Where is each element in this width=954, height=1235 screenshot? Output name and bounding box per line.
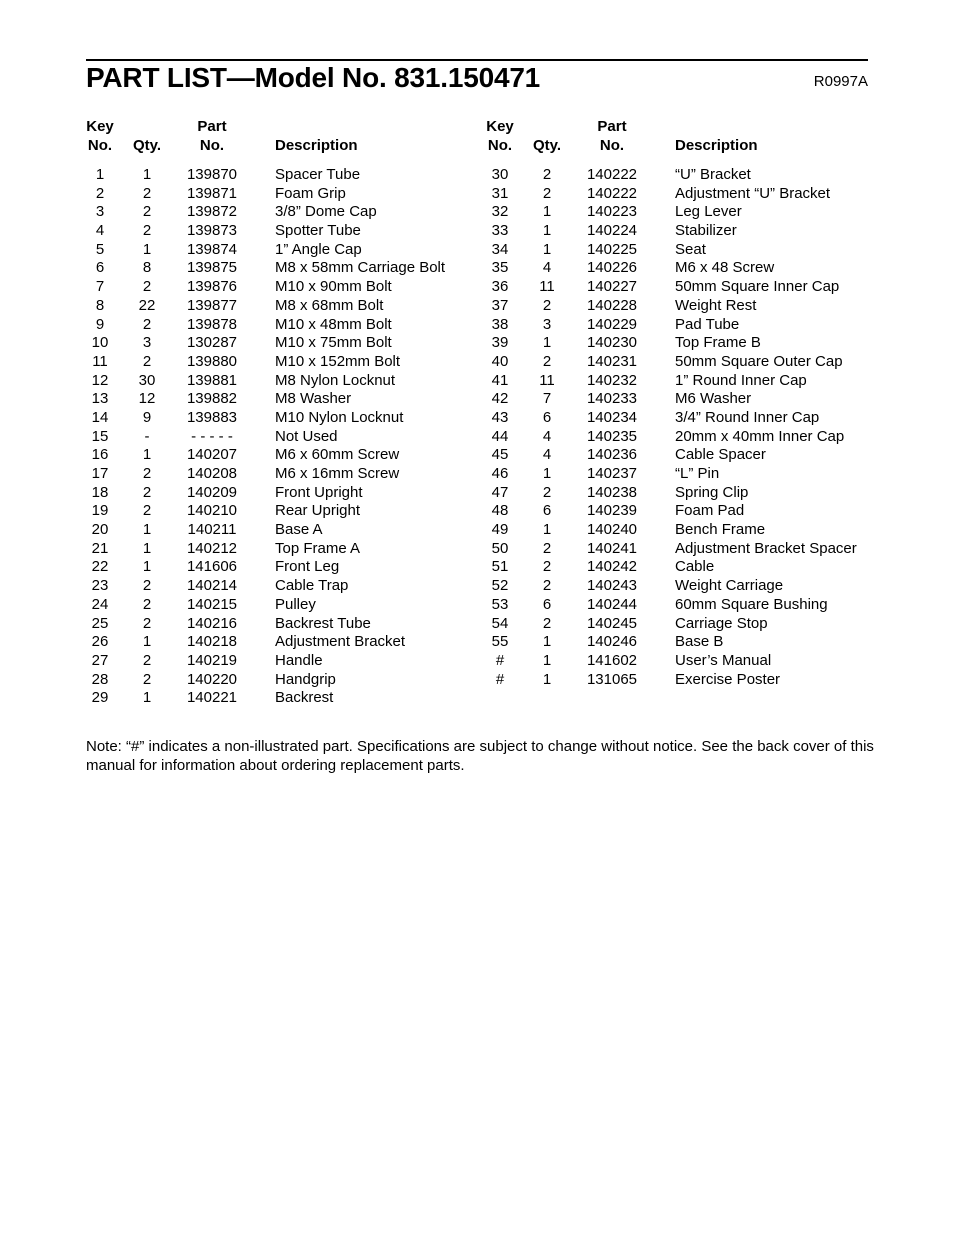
part-description: Backrest Tube (275, 614, 371, 632)
part-description: Front Leg (275, 558, 340, 576)
key-number: 41 (491, 371, 509, 389)
part-description: M10 Nylon Locknut (275, 408, 404, 426)
quantity: 7 (542, 390, 552, 408)
part-number: 140243 (586, 577, 638, 595)
part-description: Seat (675, 240, 706, 258)
key-number: 28 (91, 670, 109, 688)
part-description: 1” Round Inner Cap (675, 371, 807, 389)
key-number: 54 (491, 614, 509, 632)
quantity: 1 (142, 240, 152, 258)
key-number: 30 (491, 166, 509, 183)
key-number: 39 (491, 334, 509, 352)
part-number: 139878 (186, 315, 238, 333)
key-number: 55 (491, 633, 509, 651)
quantity: 2 (142, 670, 152, 688)
part-description: Top Frame A (275, 539, 361, 557)
key-number: 5 (95, 240, 105, 258)
header-description: Description (675, 137, 758, 154)
quantity: 2 (142, 502, 152, 520)
part-number: 139881 (186, 371, 238, 389)
part-number: 140238 (586, 483, 638, 501)
quantity: 1 (542, 203, 552, 221)
quantity: 6 (542, 408, 552, 426)
part-description: 60mm Square Bushing (675, 595, 828, 613)
key-number: 18 (91, 483, 109, 501)
quantity: 1 (142, 689, 152, 707)
key-number: 13 (91, 390, 109, 408)
quantity: 22 (138, 296, 156, 314)
part-description: Handle (275, 651, 323, 669)
quantity: 1 (142, 521, 152, 539)
part-description: M8 x 68mm Bolt (275, 296, 384, 314)
part-description: Cable Spacer (675, 446, 766, 464)
part-description: M8 Nylon Locknut (275, 371, 396, 389)
part-description: Base A (275, 521, 323, 539)
key-number: 36 (491, 278, 509, 296)
part-description: M6 x 48 Screw (675, 259, 775, 277)
part-number: 140212 (186, 539, 238, 557)
part-number: 140233 (586, 390, 638, 408)
key-number: 16 (91, 446, 109, 464)
quantity: 1 (542, 240, 552, 258)
footnote: Note: “#” indicates a non-illustrated part. Specifications are subject to change without notice. See the back cover of this manual for information about ordering replacement parts. (86, 738, 874, 774)
quantity: 1 (142, 446, 152, 464)
quantity: 2 (142, 577, 152, 595)
quantity: 1 (542, 334, 552, 352)
key-number: 47 (491, 483, 509, 501)
part-number: 140224 (586, 222, 638, 240)
header-part-line1: Part (197, 118, 227, 135)
part-number: 140223 (586, 203, 638, 221)
key-number: 29 (91, 689, 109, 707)
part-description: Bench Frame (675, 521, 766, 539)
part-number: 139873 (186, 222, 238, 240)
part-number: 140240 (586, 521, 638, 539)
part-number: 140241 (586, 539, 638, 557)
key-number: 15 (91, 427, 109, 445)
quantity: 6 (542, 502, 552, 520)
part-number: 140246 (586, 633, 638, 651)
key-number: 8 (95, 296, 105, 314)
quantity: 4 (542, 446, 552, 464)
part-description: 3/8” Dome Cap (275, 203, 377, 221)
part-number: 139876 (186, 278, 238, 296)
header-description: Description (275, 137, 358, 154)
quantity: 1 (142, 558, 152, 576)
part-number: 140228 (586, 296, 638, 314)
key-number: 11 (92, 352, 108, 370)
quantity: 2 (142, 315, 152, 333)
part-number: 140227 (586, 278, 638, 296)
quantity: 2 (542, 614, 552, 632)
part-description: Leg Lever (675, 203, 742, 221)
quantity: 4 (542, 259, 552, 277)
key-number: 34 (491, 240, 509, 258)
quantity: 30 (138, 371, 156, 389)
key-number: 49 (491, 521, 509, 539)
key-number: 19 (91, 502, 109, 520)
key-number: 45 (491, 446, 509, 464)
part-description: Rear Upright (275, 502, 361, 520)
quantity: 1 (142, 539, 152, 557)
quantity: 1 (142, 166, 152, 183)
key-number: 6 (95, 259, 105, 277)
key-number: 43 (491, 408, 509, 426)
part-number: 140220 (186, 670, 238, 688)
key-number: 35 (491, 259, 509, 277)
part-description: Stabilizer (675, 222, 737, 240)
quantity: 1 (542, 651, 552, 669)
quantity: 4 (542, 427, 552, 445)
key-number: 50 (491, 539, 509, 557)
part-description: Foam Grip (275, 184, 346, 202)
key-number: 27 (91, 651, 109, 669)
part-description: M6 x 16mm Screw (275, 465, 400, 482)
part-number: 139883 (186, 408, 238, 426)
quantity: 1 (542, 521, 552, 539)
part-number: 141602 (586, 651, 638, 669)
part-number: 141606 (186, 558, 238, 576)
part-description: Exercise Poster (675, 670, 781, 688)
key-number: 26 (91, 633, 109, 651)
part-number: 139870 (186, 166, 238, 183)
key-number: 48 (491, 502, 509, 520)
part-number: 139874 (186, 240, 238, 258)
part-description: Pulley (275, 595, 316, 613)
part-description: M10 x 75mm Bolt (275, 334, 392, 352)
quantity: 1 (542, 633, 552, 651)
part-description: Handgrip (275, 670, 336, 688)
key-number: 44 (491, 427, 509, 445)
part-description: Front Upright (275, 483, 363, 501)
part-description: Carriage Stop (675, 614, 768, 632)
part-description: Backrest (275, 689, 334, 707)
part-description: Adjustment Bracket Spacer (675, 539, 857, 557)
key-number: 20 (91, 521, 109, 539)
part-number: 140210 (186, 502, 238, 520)
header-part-line1: Part (597, 118, 627, 135)
part-number: 140236 (586, 446, 638, 464)
quantity: 2 (542, 166, 552, 183)
part-number: 140229 (586, 315, 638, 333)
part-description: User’s Manual (675, 651, 772, 669)
header-key-line1: Key (486, 118, 514, 135)
part-number: 140237 (586, 465, 638, 482)
quantity: 2 (542, 577, 552, 595)
part-number: 140218 (186, 633, 238, 651)
key-number: 4 (95, 222, 105, 240)
key-number: # (495, 651, 505, 669)
part-description: Adjustment Bracket (275, 633, 406, 651)
key-number: 25 (91, 614, 109, 632)
page-title: PART LIST—Model No. 831.150471 (86, 62, 541, 93)
quantity: - (144, 427, 150, 445)
quantity: 2 (142, 184, 152, 202)
part-number: 140216 (186, 614, 238, 632)
quantity: 2 (142, 222, 152, 240)
quantity: 2 (542, 539, 552, 557)
part-number: 131065 (586, 670, 638, 688)
quantity: 1 (542, 465, 552, 482)
key-number: 21 (91, 539, 109, 557)
key-number: 17 (91, 465, 109, 482)
quantity: 12 (138, 390, 156, 408)
part-number: - - - - - (191, 427, 233, 445)
part-number: 140221 (186, 689, 238, 707)
key-number: 46 (491, 465, 509, 482)
quantity: 2 (142, 651, 152, 669)
part-number: 140244 (586, 595, 638, 613)
key-number: 1 (95, 166, 105, 183)
part-number: 139872 (186, 203, 238, 221)
part-description: Not Used (275, 427, 338, 445)
key-number: 24 (91, 595, 109, 613)
quantity: 2 (542, 558, 552, 576)
part-number: 139882 (186, 390, 238, 408)
part-description: M10 x 152mm Bolt (275, 352, 401, 370)
key-number: 12 (91, 371, 109, 389)
part-description: Spacer Tube (275, 166, 361, 183)
quantity: 8 (142, 259, 152, 277)
part-number: 140222 (586, 166, 638, 183)
part-description: “U” Bracket (675, 166, 751, 183)
part-number: 140242 (586, 558, 638, 576)
part-number: 139871 (186, 184, 238, 202)
part-number: 140232 (586, 371, 638, 389)
part-number: 140208 (186, 465, 238, 482)
part-description: 50mm Square Inner Cap (675, 278, 840, 296)
header-key-line1: Key (86, 118, 114, 135)
key-number: 37 (491, 296, 509, 314)
header-qty: Qty. (533, 137, 562, 154)
header-part-line2: No. (199, 137, 225, 154)
key-number: 10 (91, 334, 109, 352)
quantity: 6 (542, 595, 552, 613)
document-code: R0997A (813, 73, 868, 90)
key-number: 9 (95, 315, 105, 333)
header-qty: Qty. (133, 137, 162, 154)
quantity: 2 (142, 483, 152, 501)
quantity: 2 (142, 352, 152, 370)
quantity: 3 (542, 315, 552, 333)
part-number: 140245 (586, 614, 638, 632)
part-number: 140234 (586, 408, 638, 426)
quantity: 2 (142, 278, 152, 296)
part-description: M10 x 90mm Bolt (275, 278, 392, 296)
quantity: 1 (142, 633, 152, 651)
part-number: 140219 (186, 651, 238, 669)
part-description: Spring Clip (675, 483, 749, 501)
quantity: 11 (539, 371, 555, 389)
part-description: 1” Angle Cap (275, 240, 362, 258)
key-number: 14 (91, 408, 109, 426)
part-description: M6 x 60mm Screw (275, 446, 400, 464)
key-number: 22 (91, 558, 109, 576)
part-number: 140239 (586, 502, 638, 520)
part-description: Base B (675, 633, 724, 651)
header-part-line2: No. (599, 137, 625, 154)
part-description: Cable (675, 558, 715, 576)
quantity: 2 (142, 614, 152, 632)
part-description: 50mm Square Outer Cap (675, 352, 843, 370)
quantity: 9 (142, 408, 152, 426)
header-key-line2: No. (87, 137, 113, 154)
quantity: 2 (142, 465, 152, 482)
part-number: 140215 (186, 595, 238, 613)
part-description: M8 Washer (275, 390, 352, 408)
part-number: 140231 (586, 352, 638, 370)
key-number: 31 (491, 184, 509, 202)
part-description: M6 Washer (675, 390, 752, 408)
key-number: 2 (95, 184, 105, 202)
quantity: 2 (542, 296, 552, 314)
quantity: 1 (542, 670, 552, 688)
header-key-line2: No. (487, 137, 513, 154)
quantity: 2 (142, 595, 152, 613)
part-description: Cable Trap (275, 577, 349, 595)
part-description: Foam Pad (675, 502, 745, 520)
part-number: 130287 (186, 334, 238, 352)
quantity: 11 (539, 278, 555, 296)
part-number: 140214 (186, 577, 238, 595)
part-number: 139877 (186, 296, 238, 314)
key-number: 42 (491, 390, 509, 408)
quantity: 2 (542, 483, 552, 501)
part-description: Adjustment “U” Bracket (675, 184, 831, 202)
key-number: 51 (491, 558, 509, 576)
key-number: 40 (491, 352, 509, 370)
part-description: Top Frame B (675, 334, 761, 352)
part-number: 140222 (586, 184, 638, 202)
key-number: 7 (95, 278, 105, 296)
key-number: 32 (491, 203, 509, 221)
part-description: Spotter Tube (275, 222, 361, 240)
part-number: 139875 (186, 259, 238, 277)
quantity: 2 (542, 352, 552, 370)
part-description: M8 x 58mm Carriage Bolt (275, 259, 446, 277)
key-number: 33 (491, 222, 509, 240)
key-number: 52 (491, 577, 509, 595)
part-number: 139880 (186, 352, 238, 370)
part-number: 140209 (186, 483, 238, 501)
part-description: 20mm x 40mm Inner Cap (675, 427, 845, 445)
part-number: 140211 (187, 521, 237, 539)
part-number: 140207 (186, 446, 238, 464)
part-number: 140225 (586, 240, 638, 258)
part-description: Pad Tube (675, 315, 740, 333)
key-number: 23 (91, 577, 109, 595)
part-description: “L” Pin (675, 465, 720, 482)
quantity: 3 (142, 334, 152, 352)
part-number: 140235 (586, 427, 638, 445)
part-description: M10 x 48mm Bolt (275, 315, 392, 333)
quantity: 2 (142, 203, 152, 221)
key-number: 53 (491, 595, 509, 613)
quantity: 2 (542, 184, 552, 202)
part-number: 140230 (586, 334, 638, 352)
key-number: # (495, 670, 505, 688)
key-number: 3 (95, 203, 105, 221)
key-number: 38 (491, 315, 509, 333)
part-description: Weight Rest (675, 296, 757, 314)
part-number: 140226 (586, 259, 638, 277)
quantity: 1 (542, 222, 552, 240)
part-description: 3/4” Round Inner Cap (675, 408, 820, 426)
part-description: Weight Carriage (675, 577, 784, 595)
